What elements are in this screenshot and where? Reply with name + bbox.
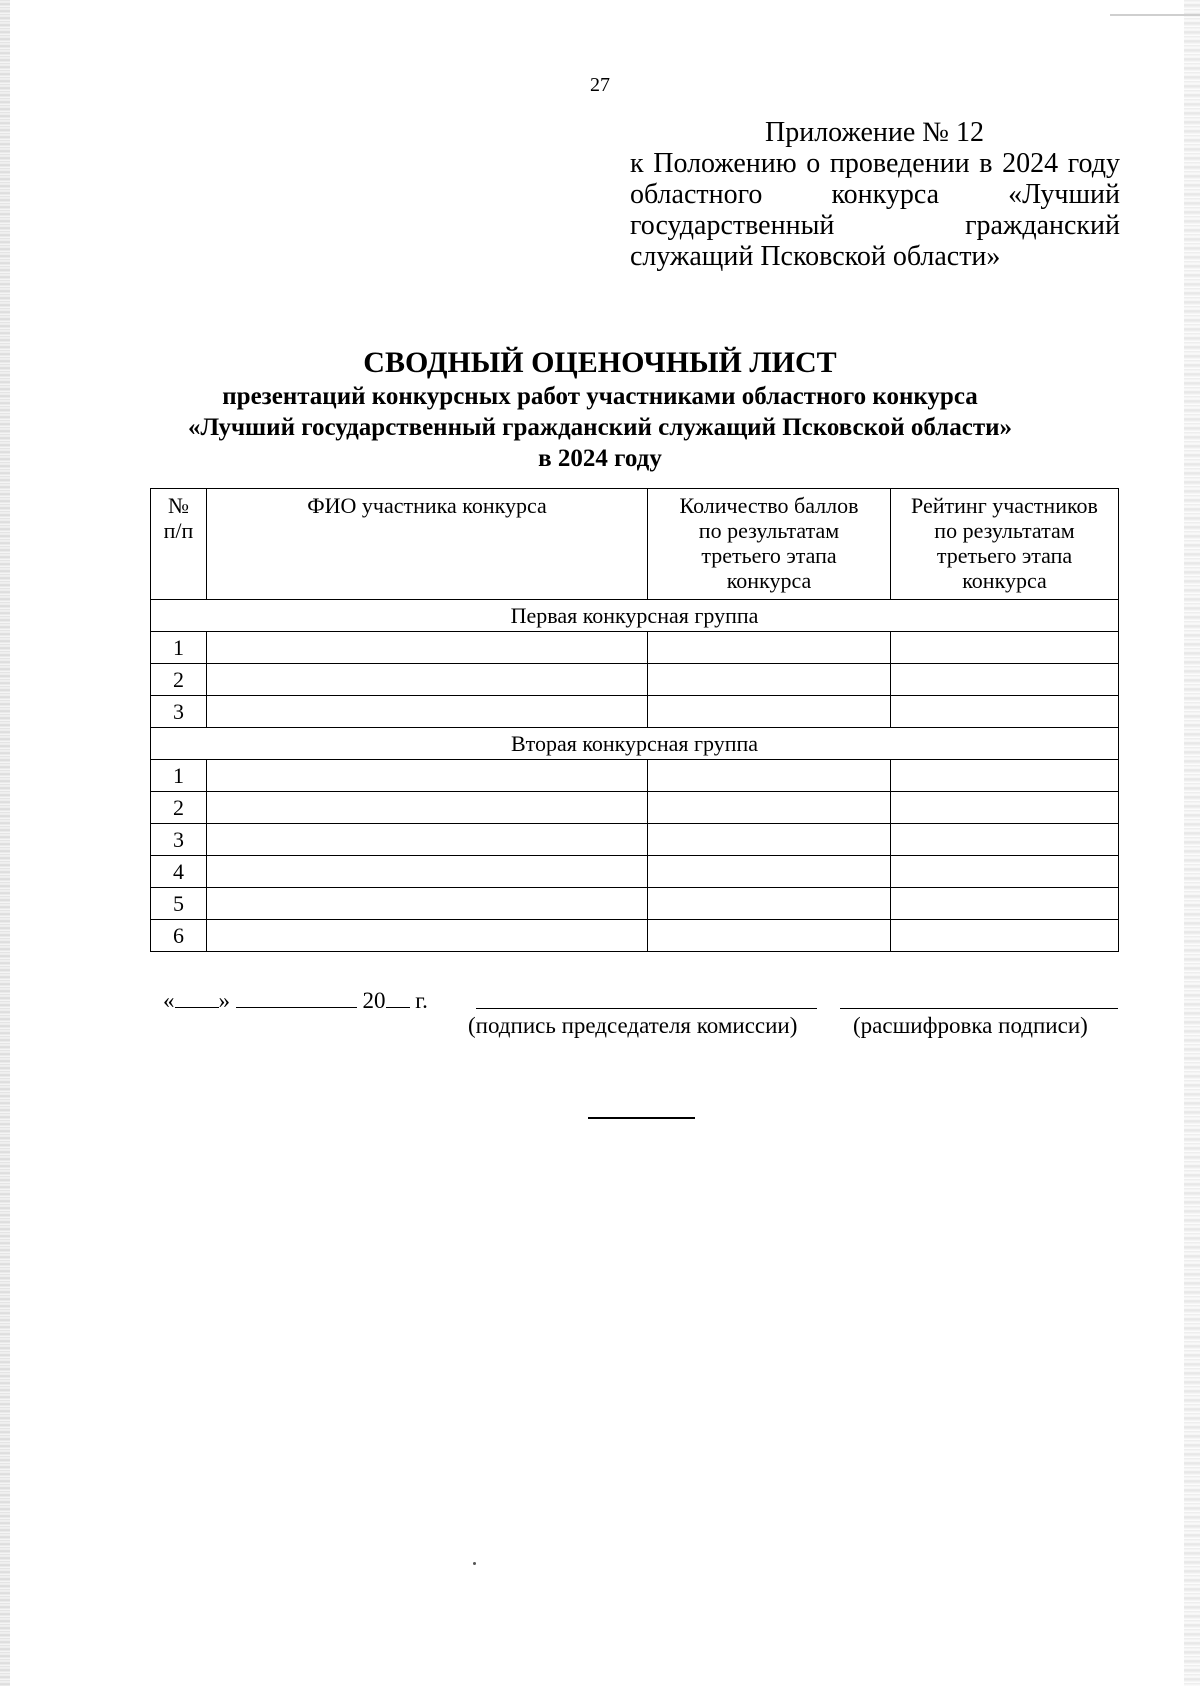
participant-name-cell[interactable] (207, 856, 648, 888)
participant-name-cell[interactable] (207, 632, 648, 664)
table-row (151, 856, 1119, 888)
participant-name-cell[interactable] (207, 760, 648, 792)
header-score-line: по результатам (698, 518, 840, 543)
table-row (151, 760, 1119, 792)
header-score-line: конкурса (726, 568, 812, 593)
date-field (163, 987, 428, 1014)
rank-cell[interactable] (891, 824, 1119, 856)
header-score-line: Количество баллов (679, 493, 859, 518)
score-cell[interactable] (648, 920, 891, 952)
rank-cell[interactable] (891, 792, 1119, 824)
rank-cell[interactable] (891, 856, 1119, 888)
score-table (150, 488, 1119, 952)
score-cell[interactable] (648, 792, 891, 824)
appendix-line: государственный гражданский (630, 210, 1120, 241)
year-suffix: г. (415, 988, 428, 1013)
date-quote-open: « (163, 988, 175, 1013)
appendix-title: Приложение № 12 (765, 117, 984, 148)
group-title: Первая конкурсная группа (151, 600, 1119, 632)
chairman-signature-caption: (подпись председателя комиссии) (468, 1013, 798, 1038)
row-number: 5 (151, 888, 207, 920)
row-number: 2 (151, 792, 207, 824)
header-number (151, 489, 207, 600)
table-row (151, 920, 1119, 952)
row-number: 3 (151, 824, 207, 856)
rank-cell[interactable] (891, 760, 1119, 792)
row-number: 1 (151, 760, 207, 792)
rank-cell[interactable] (891, 888, 1119, 920)
score-cell[interactable] (648, 760, 891, 792)
table-row (151, 792, 1119, 824)
appendix-line: служащий Псковской области» (630, 241, 1001, 272)
group-row-first (151, 600, 1119, 632)
row-number: 4 (151, 856, 207, 888)
header-rank-line: конкурса (962, 568, 1047, 593)
header-name (207, 489, 648, 600)
table-row (151, 632, 1119, 664)
group-row-second (151, 728, 1119, 760)
scan-edge-left (0, 0, 10, 1686)
year-prefix: 20 (362, 988, 386, 1013)
scan-corner-mark (1110, 0, 1200, 16)
scan-edge-right (1184, 0, 1200, 1686)
row-number: 6 (151, 920, 207, 952)
rank-cell[interactable] (891, 632, 1119, 664)
signature-decoding-caption: (расшифровка подписи) (853, 1013, 1088, 1038)
appendix-line: к Положению о проведении в 2024 году (630, 148, 1120, 179)
participant-name-cell[interactable] (207, 824, 648, 856)
header-rank-line: Рейтинг участников (911, 493, 1098, 518)
scan-speck (473, 1562, 476, 1565)
document-subtitle-line: «Лучший государственный гражданский служащий Псковской области» (187, 414, 1013, 441)
rank-cell[interactable] (891, 664, 1119, 696)
table-row (151, 664, 1119, 696)
appendix-line: областного конкурса «Лучший (630, 179, 1120, 210)
year-blank[interactable] (386, 987, 410, 1008)
document-subtitle-line: презентаций конкурсных работ участниками областного конкурса (222, 383, 978, 410)
participant-name-cell[interactable] (207, 664, 648, 696)
group-title: Вторая конкурсная группа (151, 728, 1119, 760)
header-score-line: третьего этапа (701, 543, 837, 568)
table-row (151, 888, 1119, 920)
table-row (151, 696, 1119, 728)
participant-name-cell[interactable] (207, 920, 648, 952)
header-score (648, 489, 891, 600)
row-number: 3 (151, 696, 207, 728)
header-rank-line: по результатам (934, 518, 1075, 543)
end-separator (588, 1117, 695, 1119)
document-title-block (0, 345, 1200, 474)
month-blank[interactable] (236, 987, 357, 1008)
score-cell[interactable] (648, 824, 891, 856)
table-header-row (151, 489, 1119, 600)
chairman-signature-line[interactable] (476, 1008, 817, 1009)
row-number: 2 (151, 664, 207, 696)
header-number-line: № (168, 493, 189, 518)
row-number: 1 (151, 632, 207, 664)
score-cell[interactable] (648, 696, 891, 728)
participant-name-cell[interactable] (207, 888, 648, 920)
rank-cell[interactable] (891, 696, 1119, 728)
participant-name-cell[interactable] (207, 696, 648, 728)
table-row (151, 824, 1119, 856)
score-cell[interactable] (648, 888, 891, 920)
participant-name-cell[interactable] (207, 792, 648, 824)
header-rank-line: третьего этапа (936, 543, 1073, 568)
signature-decoding-line[interactable] (840, 1008, 1118, 1009)
header-number-line: п/п (163, 518, 194, 543)
header-name-text: ФИО участника конкурса (307, 493, 547, 518)
header-rank (891, 489, 1119, 600)
rank-cell[interactable] (891, 920, 1119, 952)
appendix-block (630, 117, 1120, 272)
page-number: 27 (590, 74, 610, 96)
date-quote-close: » (218, 988, 230, 1013)
day-blank[interactable] (175, 987, 219, 1008)
score-cell[interactable] (648, 664, 891, 696)
document-subtitle-line: в 2024 году (538, 445, 662, 472)
document-title: СВОДНЫЙ ОЦЕНОЧНЫЙ ЛИСТ (363, 346, 837, 379)
score-cell[interactable] (648, 856, 891, 888)
score-cell[interactable] (648, 632, 891, 664)
